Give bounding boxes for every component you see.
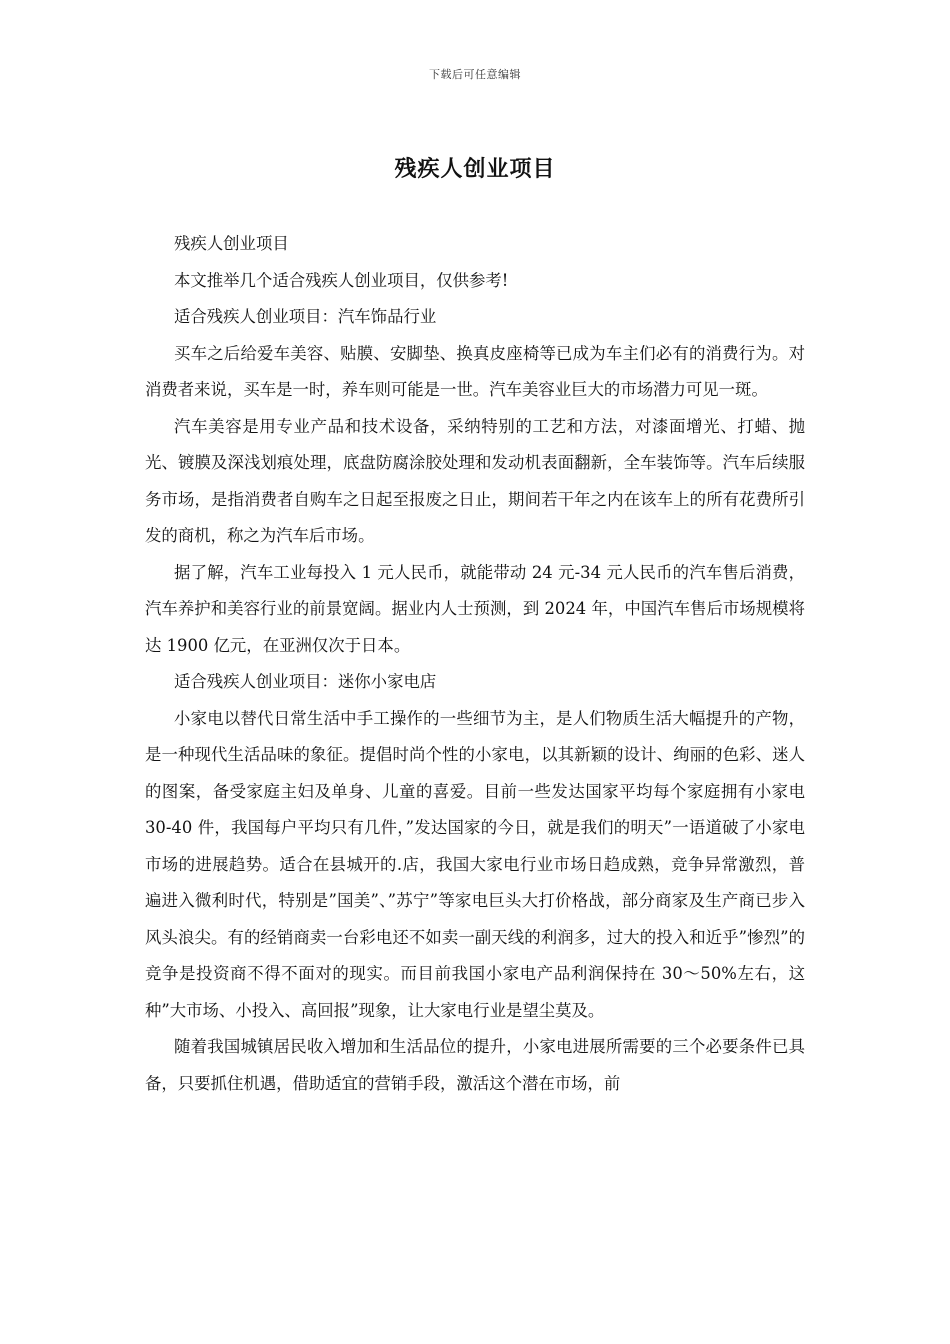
paragraph: 汽车美容是用专业产品和技术设备，采纳特别的工艺和方法，对漆面增光、打蜡、抛光、镀膜及深浅划痕处理，底盘防腐涂胶处理和发动机表面翻新，全车装饰等。汽车后续服务市场，是指消费者自购车之日起至报废之日止，期间若干年之内在该车上的所有花费所引发的商机，称之为汽车后市场。 bbox=[145, 416, 805, 545]
paragraph: 小家电以替代日常生活中手工操作的一些细节为主，是人们物质生活大幅提升的产物，是一种现代生活品味的象征。提倡时尚个性的小家电，以其新颖的设计、绚丽的色彩、迷人的图案，备受家庭主妇及单身、儿童的喜爱。目前一些发达国家平均每个家庭拥有小家电 30-40 件，我国每户平均只有几件，”发达国家的今日，就是我们的明天”一语道破了小家电市场的进展趋势。适合在县城开的.店，我国大家电行业市场日趋成熟，竞争异常激烈，普遍进入微利时代，特别是”国美”、”苏宁”等家电巨头大打价格战，部分商家及生产商已步入风头浪尖。有的经销商卖一台彩电还不如卖一副天线的利润多，过大的投入和近乎”惨烈”的竞争是投资商不得不面对的现实。而目前我国小家电产品利润保持在 30～50%左右，这种”大市场、小投入、高回报”现象，让大家电行业是望尘莫及。 bbox=[145, 708, 805, 1020]
section-heading: 适合残疾人创业项目：迷你小家电店 bbox=[174, 672, 437, 691]
section-heading: 适合残疾人创业项目：汽车饰品行业 bbox=[174, 307, 437, 326]
header-note: 下载后可任意编辑 bbox=[429, 68, 521, 81]
document-title: 残疾人创业项目 bbox=[394, 156, 556, 182]
paragraph: 残疾人创业项目 bbox=[174, 234, 289, 253]
paragraph: 随着我国城镇居民收入增加和生活品位的提升，小家电进展所需要的三个必要条件已具备，只要抓住机遇，借助适宜的营销手段，激活这个潜在市场，前 bbox=[145, 1037, 805, 1093]
document-body bbox=[145, 226, 805, 1102]
paragraph: 买车之后给爱车美容、贴膜、安脚垫、换真皮座椅等已成为车主们必有的消费行为。对消费者来说，买车是一时，养车则可能是一世。汽车美容业巨大的市场潜力可见一斑。 bbox=[145, 343, 805, 399]
paragraph: 本文推举几个适合残疾人创业项目，仅供参考! bbox=[174, 270, 509, 290]
paragraph: 据了解，汽车工业每投入 1 元人民币，就能带动 24 元-34 元人民币的汽车售后消费，汽车养护和美容行业的前景宽阔。据业内人士预测，到 2024 年，中国汽车售后市场规模将达 1900 亿元，在亚洲仅次于日本。 bbox=[145, 562, 805, 655]
